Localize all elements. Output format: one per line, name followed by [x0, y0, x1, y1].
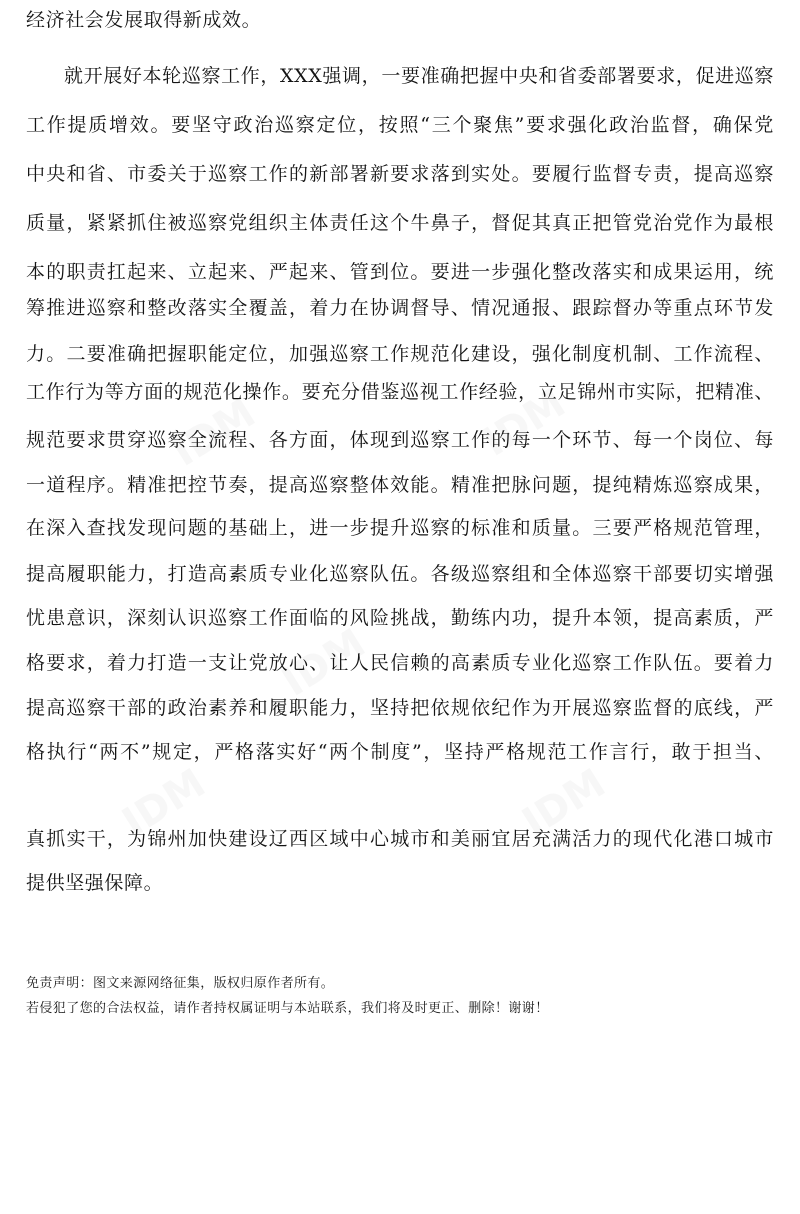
- watermark: IDM: [474, 380, 574, 466]
- text-line: 提高巡察干部的政治素养和履职能力，坚持把依规依纪作为开展巡察监督的底线，严: [26, 697, 774, 719]
- text-line: 提高履职能力，打造高素质专业化巡察队伍。各级巡察组和全体巡察干部要切实增强: [26, 563, 774, 585]
- watermark: IDM: [164, 390, 264, 476]
- watermark: IDM: [274, 620, 374, 706]
- watermark: IDM: [114, 760, 214, 846]
- text-line: 真抓实干，为锦州加快建设辽西区域中心城市和美丽宜居充满活力的现代化港口城市: [26, 828, 774, 850]
- text-line: 一道程序。精准把控节奏，提高巡察整体效能。精准把脉问题，提纯精炼巡察成果，: [26, 474, 774, 496]
- disclaimer-line: 免责声明：图文来源网络征集，版权归原作者所有。: [26, 976, 335, 991]
- text-line: 工作提质增效。要坚守政治巡察定位，按照“三个聚焦”要求强化政治监督，确保党: [26, 114, 774, 136]
- text-line: 在深入查找发现问题的基础上，进一步提升巡察的标准和质量。三要严格规范管理，: [26, 517, 774, 539]
- disclaimer-line: 若侵犯了您的合法权益，请作者持权属证明与本站联系，我们将及时更正、删除！谢谢！: [26, 1001, 549, 1016]
- text-line: 忧患意识，深刻认识巡察工作面临的风险挑战，勤练内功，提升本领，提高素质，严: [26, 607, 774, 629]
- text-line: 筹推进巡察和整改落实全覆盖，着力在协调督导、情况通报、跟踪督办等重点环节发: [26, 297, 774, 319]
- text-line: 力。二要准确把握职能定位，加强巡察工作规范化建设，强化制度机制、工作流程、: [26, 343, 774, 365]
- text-line: 本的职责扛起来、立起来、严起来、管到位。要进一步强化整改落实和成果运用，统: [26, 261, 774, 283]
- watermark: IDM: [514, 760, 614, 846]
- text-line: 工作行为等方面的规范化操作。要充分借鉴巡视工作经验，立足锦州市实际，把精准、: [26, 381, 774, 403]
- text-line: 格执行“两不”规定，严格落实好“两个制度”，坚持严格规范工作言行，敢于担当、: [26, 741, 774, 763]
- text-line: 质量，紧紧抓住被巡察党组织主体责任这个牛鼻子，督促其真正把管党治党作为最根: [26, 212, 774, 234]
- text-line: 就开展好本轮巡察工作，XXX强调，一要准确把握中央和省委部署要求，促进巡察: [64, 65, 774, 87]
- text-line: 格要求，着力打造一支让党放心、让人民信赖的高素质专业化巡察工作队伍。要着力: [26, 652, 774, 674]
- text-line: 规范要求贯穿巡察全流程、各方面，体现到巡察工作的每一个环节、每一个岗位、每: [26, 429, 774, 451]
- text-line: 中央和省、市委关于巡察工作的新部署新要求落到实处。要履行监督专责，提高巡察: [26, 163, 774, 185]
- text-line: 提供坚强保障。: [26, 872, 164, 894]
- text-line: 经济社会发展取得新成效。: [26, 9, 262, 31]
